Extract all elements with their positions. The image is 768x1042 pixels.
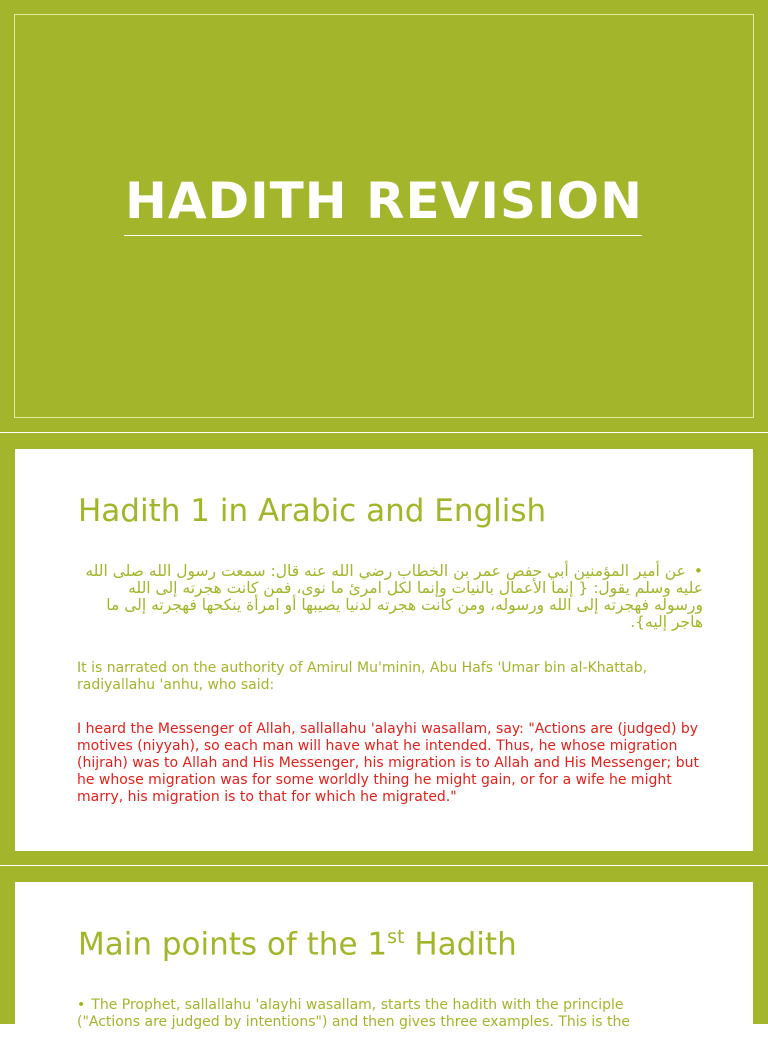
arabic-text-body: عن أمير المؤمنين أبي حفص عمر بن الخطاب رضي الله عنه قال: سمعت رسول الله صلى الله عليه وسلم يقول: { إنما الأعمال بالنيات وإنما لكل امرئ ما نوى، فمن كانت هجرته إلى الله ورسوله فهجرته إلى الله ورسوله، ومن كانت هجرته لدنيا يصيبها أو امرأة ينكحها فهجرته إلى ما هاجر إليه}. — [85, 562, 703, 631]
bullet-icon: • — [77, 997, 86, 1013]
main-points-slide — [0, 866, 768, 1030]
bullet-text: The Prophet, sallallahu 'alayhi wasallam, starts the hadith with the principle — [91, 997, 624, 1013]
slide-heading: Hadith 1 in Arabic and English — [78, 493, 547, 529]
title-underline — [124, 235, 642, 236]
list-item — [77, 997, 707, 1014]
slide-heading — [78, 926, 517, 962]
heading-superscript: st — [387, 926, 405, 948]
heading-end: Hadith — [404, 926, 517, 963]
slide-card — [15, 449, 753, 851]
slide-title: HADITH REVISION — [125, 172, 643, 230]
heading-main: Main points of the 1 — [78, 926, 388, 963]
narration-text: It is narrated on the authority of Amirul Mu'minin, Abu Hafs 'Umar bin al-Khattab, radiyallahu 'anhu, who said: — [77, 660, 648, 693]
bullet-text-continued: ("Actions are judged by intentions") and then gives three examples. This is the — [77, 1014, 631, 1030]
title-slide — [0, 0, 768, 432]
slide-card — [15, 882, 753, 1042]
arabic-text — [77, 563, 703, 631]
bullet-list — [77, 997, 707, 1031]
hadith-quote: I heard the Messenger of Allah, sallallahu 'alayhi wasallam, say: "Actions are (judged) by motives (niyyah), so each man will have what he intended. Thus, he whose migration (hijrah) was to Allah and His Messenger, his migration is to Allah and His Messenger; but he whose migration was for some worldly thing he might gain, or for a wife he might marry, his migration is to that for which he migrated." — [77, 721, 699, 805]
hadith-slide — [0, 433, 768, 865]
bullet-icon: • — [693, 562, 703, 580]
